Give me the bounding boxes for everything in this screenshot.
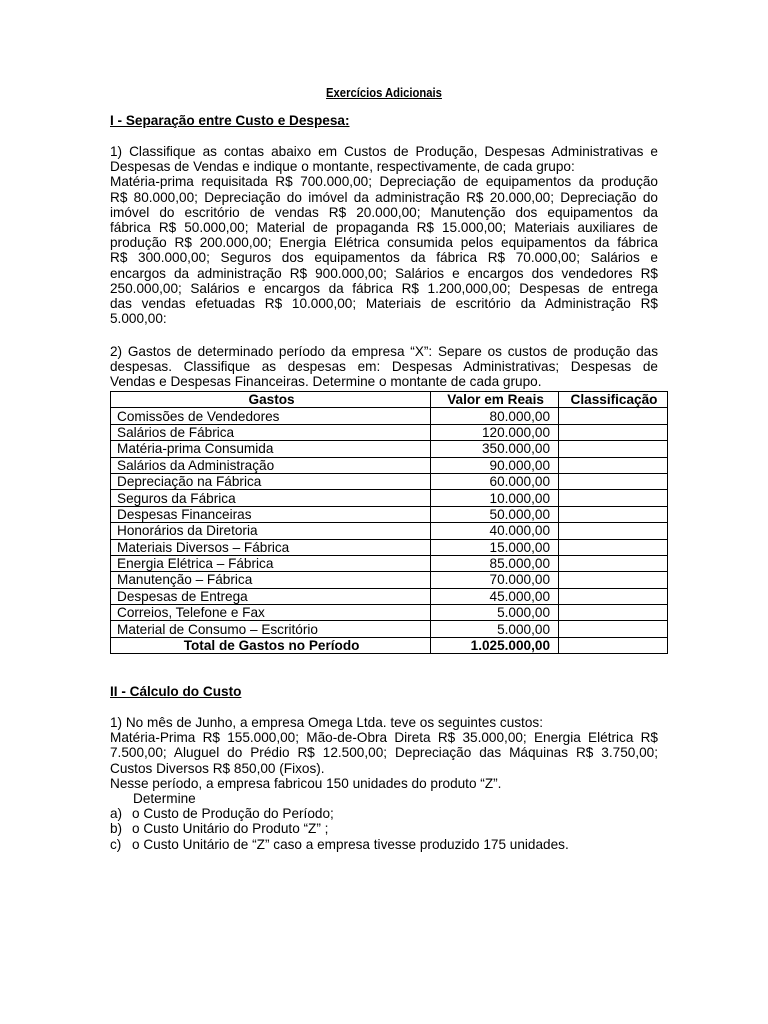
valor-cell: 120.000,00 (431, 424, 559, 440)
valor-cell: 5.000,00 (431, 605, 559, 621)
q1-line: das vendas efetuadas R$ 10.000,00; Materiais de escritório da Administração R$ (110, 296, 658, 312)
table-row (111, 441, 668, 457)
q1-line: Matéria-prima requisitada R$ 700.000,00; Depreciação de equipamentos da produção (110, 174, 658, 190)
classificacao-cell (559, 588, 668, 604)
total-value: 1.025.000,00 (431, 637, 559, 653)
table-row (111, 506, 668, 522)
q1-line: 250.000,00; Salários e encargos da fábrica R$ 1.200,000,00; Despesas de entrega (110, 280, 658, 296)
table-row (111, 572, 668, 588)
gasto-cell: Energia Elétrica – Fábrica (111, 555, 431, 571)
valor-cell: 70.000,00 (431, 572, 559, 588)
table-row (111, 621, 668, 637)
classificacao-cell (559, 605, 668, 621)
table-row (111, 457, 668, 473)
q1-line: 1) Classifique as contas abaixo em Custos de Produção, Despesas Administrativas e (110, 144, 658, 159)
list-item-text: o Custo Unitário de “Z” caso a empresa tivesse produzido 175 unidades. (132, 836, 569, 852)
valor-cell: 85.000,00 (431, 555, 559, 571)
valor-cell: 40.000,00 (431, 523, 559, 539)
valor-cell: 60.000,00 (431, 473, 559, 489)
classificacao-cell (559, 408, 668, 424)
question-1-text (110, 144, 658, 326)
table-total-row (111, 637, 668, 653)
valor-cell: 45.000,00 (431, 588, 559, 604)
list-item-text: o Custo de Produção do Período; (132, 806, 334, 822)
valor-cell: 5.000,00 (431, 621, 559, 637)
determine-label: Determine (133, 791, 196, 806)
gasto-cell: Materiais Diversos – Fábrica (111, 539, 431, 555)
gasto-cell: Seguros da Fábrica (111, 490, 431, 506)
total-label: Total de Gastos no Período (111, 637, 431, 653)
list-item-marker: a) (110, 806, 123, 822)
valor-cell: 15.000,00 (431, 539, 559, 555)
gasto-cell: Depreciação na Fábrica (111, 473, 431, 489)
list-item-marker: b) (110, 821, 123, 837)
section-1-heading: I - Separação entre Custo e Despesa: (110, 113, 350, 128)
q1-line: encargos da administração R$ 900.000,00; Salários e encargos dos vendedores R$ (110, 265, 658, 281)
classificacao-cell (559, 473, 668, 489)
list-item (110, 837, 670, 852)
valor-cell: 80.000,00 (431, 408, 559, 424)
gastos-table (110, 391, 668, 654)
gasto-cell: Comissões de Vendedores (111, 408, 431, 424)
classificacao-cell (559, 621, 668, 637)
question-2-text (110, 344, 658, 390)
table-header-row (111, 392, 668, 408)
gasto-cell: Correios, Telefone e Fax (111, 605, 431, 621)
header-classificacao: Classificação (559, 392, 668, 408)
table-row (111, 555, 668, 571)
determine-list (110, 791, 670, 852)
q2-line: Vendas e Despesas Financeiras. Determine o montante de cada grupo. (110, 374, 542, 390)
list-item-marker: c) (110, 836, 122, 852)
classificacao-cell (559, 424, 668, 440)
gasto-cell: Despesas Financeiras (111, 506, 431, 522)
gasto-cell: Manutenção – Fábrica (111, 572, 431, 588)
table-row (111, 408, 668, 424)
gasto-cell: Matéria-prima Consumida (111, 441, 431, 457)
document-title: Exercícios Adicionais (326, 86, 442, 100)
valor-cell: 90.000,00 (431, 457, 559, 473)
list-item (110, 821, 670, 836)
total-classificacao-cell (559, 637, 668, 653)
q1-line: Despesas de Vendas e indique o montante, respectivamente, de cada grupo: (110, 159, 575, 175)
gasto-cell: Honorários da Diretoria (111, 523, 431, 539)
table-row (111, 473, 668, 489)
q1-line: fábrica R$ 50.000,00; Material de propaganda R$ 15.000,00; Materiais auxiliares de (110, 220, 658, 236)
gasto-cell: Material de Consumo – Escritório (111, 621, 431, 637)
q2-line: 2) Gastos de determinado período da empresa “X”: Separe os custos de produção das (110, 344, 658, 359)
valor-cell: 10.000,00 (431, 490, 559, 506)
valor-cell: 50.000,00 (431, 506, 559, 522)
section-2-question-text (110, 715, 658, 791)
s2-line: Custos Diversos R$ 850,00 (Fixos). (110, 760, 325, 776)
header-valor: Valor em Reais (431, 392, 559, 408)
gasto-cell: Salários da Administração (111, 457, 431, 473)
gasto-cell: Salários de Fábrica (111, 424, 431, 440)
valor-cell: 350.000,00 (431, 441, 559, 457)
section-2-heading: II - Cálculo do Custo (110, 684, 242, 699)
classificacao-cell (559, 441, 668, 457)
classificacao-cell (559, 539, 668, 555)
s2-line: Nesse período, a empresa fabricou 150 unidades do produto “Z”. (110, 775, 502, 791)
table-row (111, 424, 668, 440)
table-row (111, 490, 668, 506)
table-body (111, 408, 668, 654)
table-row (111, 588, 668, 604)
q1-line: imóvel do escritório de vendas R$ 20.000,00; Manutenção dos equipamentos da (110, 204, 658, 220)
q1-line: produção R$ 200.000,00; Energia Elétrica consumida pelos equipamentos da fábrica (110, 235, 658, 251)
table-row (111, 605, 668, 621)
table-row (111, 539, 668, 555)
list-item (110, 806, 670, 821)
list-item-text: o Custo Unitário do Produto “Z” ; (132, 821, 329, 837)
classificacao-cell (559, 555, 668, 571)
s2-line: Matéria-Prima R$ 155.000,00; Mão-de-Obra Direta R$ 35.000,00; Energia Elétrica R$ (110, 730, 658, 746)
table-row (111, 523, 668, 539)
s2-line: 7.500,00; Aluguel do Prédio R$ 12.500,00; Depreciação das Máquinas R$ 3.750,00; (110, 745, 658, 761)
q2-line: despesas. Classifique as despesas em: Despesas Administrativas; Despesas de (110, 359, 658, 375)
classificacao-cell (559, 490, 668, 506)
header-gastos: Gastos (111, 392, 431, 408)
classificacao-cell (559, 457, 668, 473)
q1-line: R$ 80.000,00; Depreciação do imóvel da administração R$ 20.000,00; Depreciação do (110, 189, 658, 205)
gasto-cell: Despesas de Entrega (111, 588, 431, 604)
q1-line: 5.000,00: (110, 311, 167, 327)
classificacao-cell (559, 572, 668, 588)
q1-line: R$ 300.000,00; Seguros dos equipamentos da fábrica R$ 70.000,00; Salários e (110, 250, 658, 266)
classificacao-cell (559, 506, 668, 522)
s2-line: 1) No mês de Junho, a empresa Omega Ltda. teve os seguintes custos: (110, 715, 543, 730)
classificacao-cell (559, 523, 668, 539)
